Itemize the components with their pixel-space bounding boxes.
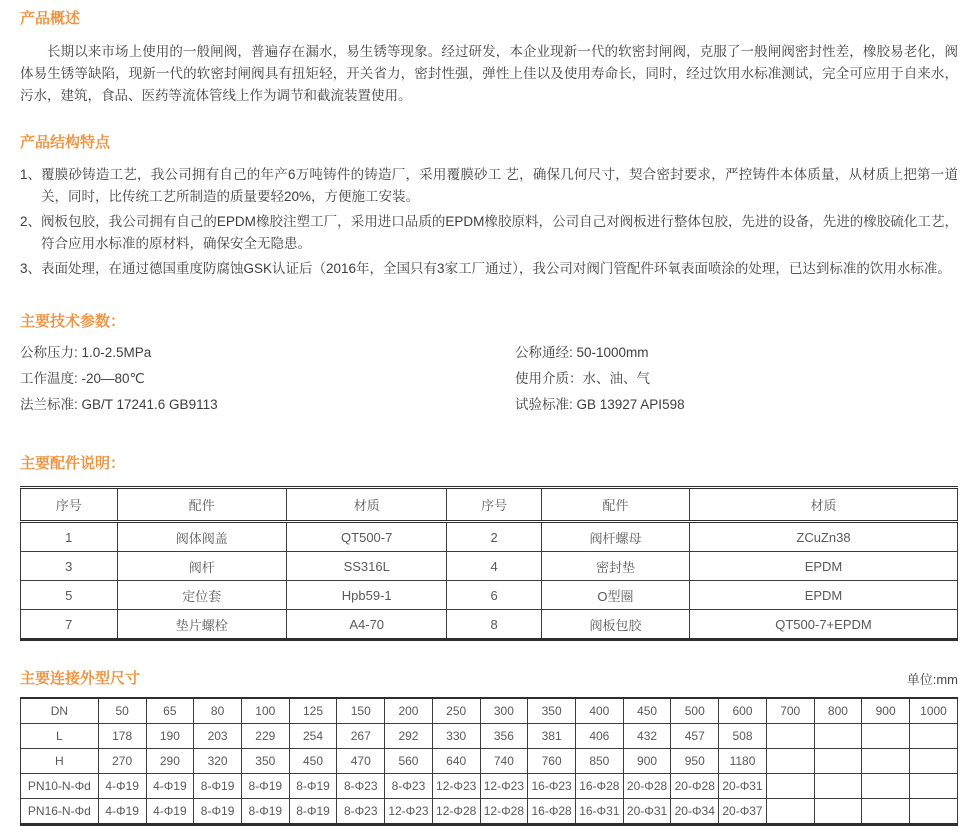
table-cell: 50: [98, 698, 146, 724]
table-cell: 190: [146, 724, 194, 749]
table-cell: 阀体阀盖: [117, 522, 287, 552]
dimensions-table: [20, 697, 958, 826]
table-cell: 450: [289, 749, 337, 774]
feature-number: 1、: [20, 167, 42, 182]
table-cell: A4-70: [287, 610, 447, 640]
table-cell: 7: [21, 610, 118, 640]
table-row: [21, 610, 958, 640]
table-cell: 850: [575, 749, 623, 774]
feature-text: 表面处理，在通过德国重度防腐蚀GSK认证后（2016年，全国只有3家工厂通过），我公司对阀门管配件环氧表面喷涂的处理，已达到标准的饮用水标准。: [41, 261, 951, 276]
dimensions-table-body: [21, 698, 958, 825]
section-title-features: 产品结构特点: [20, 134, 111, 151]
table-cell: 阀板包胶: [541, 610, 689, 640]
table-cell: O型圈: [541, 581, 689, 610]
table-cell: 457: [671, 724, 719, 749]
table-cell: SS316L: [287, 552, 447, 581]
table-cell: Hpb59-1: [287, 581, 447, 610]
table-cell: [814, 774, 862, 799]
table-cell: 350: [528, 698, 576, 724]
table-cell: [814, 724, 862, 749]
table-cell: 330: [432, 724, 480, 749]
table-cell: 垫片螺栓: [117, 610, 287, 640]
table-cell: 200: [385, 698, 433, 724]
table-cell: 8-Φ23: [337, 799, 385, 825]
header-cell: 序号: [447, 488, 542, 522]
accessories-table-body: [21, 522, 958, 640]
table-cell: [910, 749, 958, 774]
parameter-line: 法兰标准: GB/T 17241.6 GB9113: [20, 397, 218, 412]
header-cell: 配件: [117, 488, 287, 522]
parameters-right-column: [489, 340, 958, 418]
table-cell: [766, 749, 814, 774]
table-cell: 740: [480, 749, 528, 774]
table-cell: L: [21, 724, 99, 749]
table-cell: [814, 799, 862, 825]
table-cell: 6: [447, 581, 542, 610]
table-cell: 125: [289, 698, 337, 724]
table-cell: 178: [98, 724, 146, 749]
table-cell: PN10-N-Φd: [21, 774, 99, 799]
table-cell: 950: [671, 749, 719, 774]
table-cell: 1000: [910, 698, 958, 724]
section-title-overview: 产品概述: [20, 10, 81, 27]
parameter-line: 公称压力: 1.0-2.5MPa: [20, 345, 152, 360]
table-cell: 20-Φ31: [719, 774, 767, 799]
table-cell: 20-Φ28: [671, 774, 719, 799]
accessories-table-head: [21, 488, 958, 522]
table-cell: 350: [241, 749, 289, 774]
table-cell: [910, 774, 958, 799]
overview-paragraph: 长期以来市场上使用的一般闸阀，普遍存在漏水，易生锈等现象。经过研发，本企业现新一代的软密封闸阀，克服了一般闸阀密封性差，橡胶易老化，阀体易生锈等缺陷，现新一代的软密封闸阀具有扭矩轻，开关省力，密封性强，弹性上佳以及使用寿命长，同时，经过饮用水标准测试，完全可应用于自来水，污水，建筑，食品、医药等流体管线上作为调节和截流装置使用。: [20, 44, 958, 103]
table-cell: 8-Φ19: [289, 774, 337, 799]
table-cell: 5: [21, 581, 118, 610]
table-cell: 8-Φ19: [194, 799, 242, 825]
parameter-line: 公称通经: 50-1000mm: [515, 345, 649, 360]
table-cell: 16-Φ28: [575, 774, 623, 799]
table-row: [21, 724, 958, 749]
unit-label: 单位:mm: [906, 672, 958, 687]
table-cell: 640: [432, 749, 480, 774]
table-row: [21, 581, 958, 610]
table-cell: 356: [480, 724, 528, 749]
dimensions-header: [20, 670, 958, 688]
table-cell: 4-Φ19: [98, 774, 146, 799]
table-cell: 800: [814, 698, 862, 724]
accessories-header-row: [21, 488, 958, 522]
table-cell: 12-Φ23: [480, 774, 528, 799]
table-cell: 150: [337, 698, 385, 724]
table-cell: 470: [337, 749, 385, 774]
table-cell: 8-Φ19: [241, 799, 289, 825]
table-cell: H: [21, 749, 99, 774]
feature-text: 覆膜砂铸造工艺，我公司拥有自己的年产6万吨铸件的铸造厂，采用覆膜砂工 艺，确保几何尺寸，契合密封要求，严控铸件本体质量，从材质上把第一道关，同时，比传统工艺所制造的质量要轻20%，方便施工安装。: [41, 167, 958, 204]
table-cell: 600: [719, 698, 767, 724]
table-cell: 3: [21, 552, 118, 581]
table-cell: 1: [21, 522, 118, 552]
table-cell: 20-Φ34: [671, 799, 719, 825]
table-cell: 4-Φ19: [146, 774, 194, 799]
table-cell: 432: [623, 724, 671, 749]
table-cell: 267: [337, 724, 385, 749]
table-cell: 8-Φ19: [289, 799, 337, 825]
table-cell: 8-Φ19: [194, 774, 242, 799]
table-cell: 292: [385, 724, 433, 749]
table-cell: 定位套: [117, 581, 287, 610]
table-cell: 8-Φ19: [241, 774, 289, 799]
parameter-line: 使用介质：水、油、气: [515, 371, 650, 386]
table-cell: 阀杆: [117, 552, 287, 581]
feature-number: 2、: [20, 214, 42, 229]
table-cell: [862, 724, 910, 749]
table-cell: [766, 724, 814, 749]
table-cell: 12-Φ23: [385, 799, 433, 825]
table-cell: 300: [480, 698, 528, 724]
table-cell: QT500-7: [287, 522, 447, 552]
table-cell: 450: [623, 698, 671, 724]
table-row: [21, 698, 958, 724]
table-cell: 16-Φ23: [528, 774, 576, 799]
table-cell: [766, 799, 814, 825]
parameters-block: [20, 340, 958, 418]
table-cell: [910, 799, 958, 825]
header-cell: 序号: [21, 488, 118, 522]
table-cell: EPDM: [689, 581, 957, 610]
table-cell: 900: [862, 698, 910, 724]
parameter-line: 试验标准: GB 13927 API598: [515, 397, 685, 412]
table-cell: 12-Φ28: [480, 799, 528, 825]
feature-item: [20, 258, 958, 280]
table-cell: 381: [528, 724, 576, 749]
table-cell: 8: [447, 610, 542, 640]
table-row: [21, 749, 958, 774]
features-list: [20, 164, 958, 280]
table-cell: 4-Φ19: [98, 799, 146, 825]
header-cell: 材质: [287, 488, 447, 522]
parameter-line: 工作温度: -20—80℃: [20, 371, 145, 386]
table-row: [21, 552, 958, 581]
table-cell: [766, 774, 814, 799]
table-cell: [862, 774, 910, 799]
feature-number: 3、: [20, 261, 42, 276]
table-cell: 20-Φ31: [623, 799, 671, 825]
table-cell: 4: [447, 552, 542, 581]
table-cell: 65: [146, 698, 194, 724]
table-cell: 229: [241, 724, 289, 749]
table-cell: 12-Φ23: [432, 774, 480, 799]
table-cell: 20-Φ37: [719, 799, 767, 825]
table-cell: [862, 799, 910, 825]
table-cell: 16-Φ31: [575, 799, 623, 825]
table-cell: 500: [671, 698, 719, 724]
table-cell: 290: [146, 749, 194, 774]
table-cell: 阀杆螺母: [541, 522, 689, 552]
table-cell: EPDM: [689, 552, 957, 581]
table-cell: PN16-N-Φd: [21, 799, 99, 825]
table-cell: 密封垫: [541, 552, 689, 581]
table-cell: 8-Φ23: [337, 774, 385, 799]
table-cell: 254: [289, 724, 337, 749]
table-cell: 760: [528, 749, 576, 774]
table-cell: 900: [623, 749, 671, 774]
table-cell: 406: [575, 724, 623, 749]
table-cell: 250: [432, 698, 480, 724]
table-cell: 100: [241, 698, 289, 724]
table-cell: 16-Φ28: [528, 799, 576, 825]
table-cell: 8-Φ23: [385, 774, 433, 799]
table-cell: 12-Φ28: [432, 799, 480, 825]
table-cell: 1180: [719, 749, 767, 774]
table-cell: [814, 749, 862, 774]
table-cell: [862, 749, 910, 774]
table-cell: 508: [719, 724, 767, 749]
header-cell: 配件: [541, 488, 689, 522]
table-row: [21, 799, 958, 825]
table-cell: 270: [98, 749, 146, 774]
feature-item: [20, 164, 958, 208]
table-cell: ZCuZn38: [689, 522, 957, 552]
section-title-dimensions: 主要连接外型尺寸: [20, 670, 141, 687]
table-cell: 2: [447, 522, 542, 552]
table-cell: 700: [766, 698, 814, 724]
table-cell: DN: [21, 698, 99, 724]
table-cell: 560: [385, 749, 433, 774]
section-title-accessories: 主要配件说明：: [20, 455, 126, 472]
feature-item: [20, 211, 958, 255]
table-cell: 203: [194, 724, 242, 749]
table-row: [21, 522, 958, 552]
parameters-left-column: [20, 340, 489, 418]
accessories-table: [20, 486, 958, 641]
table-cell: 400: [575, 698, 623, 724]
table-cell: 80: [194, 698, 242, 724]
section-title-parameters: 主要技术参数：: [20, 313, 126, 330]
header-cell: 材质: [689, 488, 957, 522]
table-row: [21, 774, 958, 799]
table-cell: [910, 724, 958, 749]
table-cell: 320: [194, 749, 242, 774]
feature-text: 阀板包胶，我公司拥有自己的EPDM橡胶注塑工厂，采用进口品质的EPDM橡胶原料，公司自己对阀板进行整体包胶，先进的设备，先进的橡胶硫化工艺，符合应用水标准的原材料，确保安全无隐患。: [41, 214, 958, 251]
table-cell: QT500-7+EPDM: [689, 610, 957, 640]
table-cell: 4-Φ19: [146, 799, 194, 825]
table-cell: 20-Φ28: [623, 774, 671, 799]
